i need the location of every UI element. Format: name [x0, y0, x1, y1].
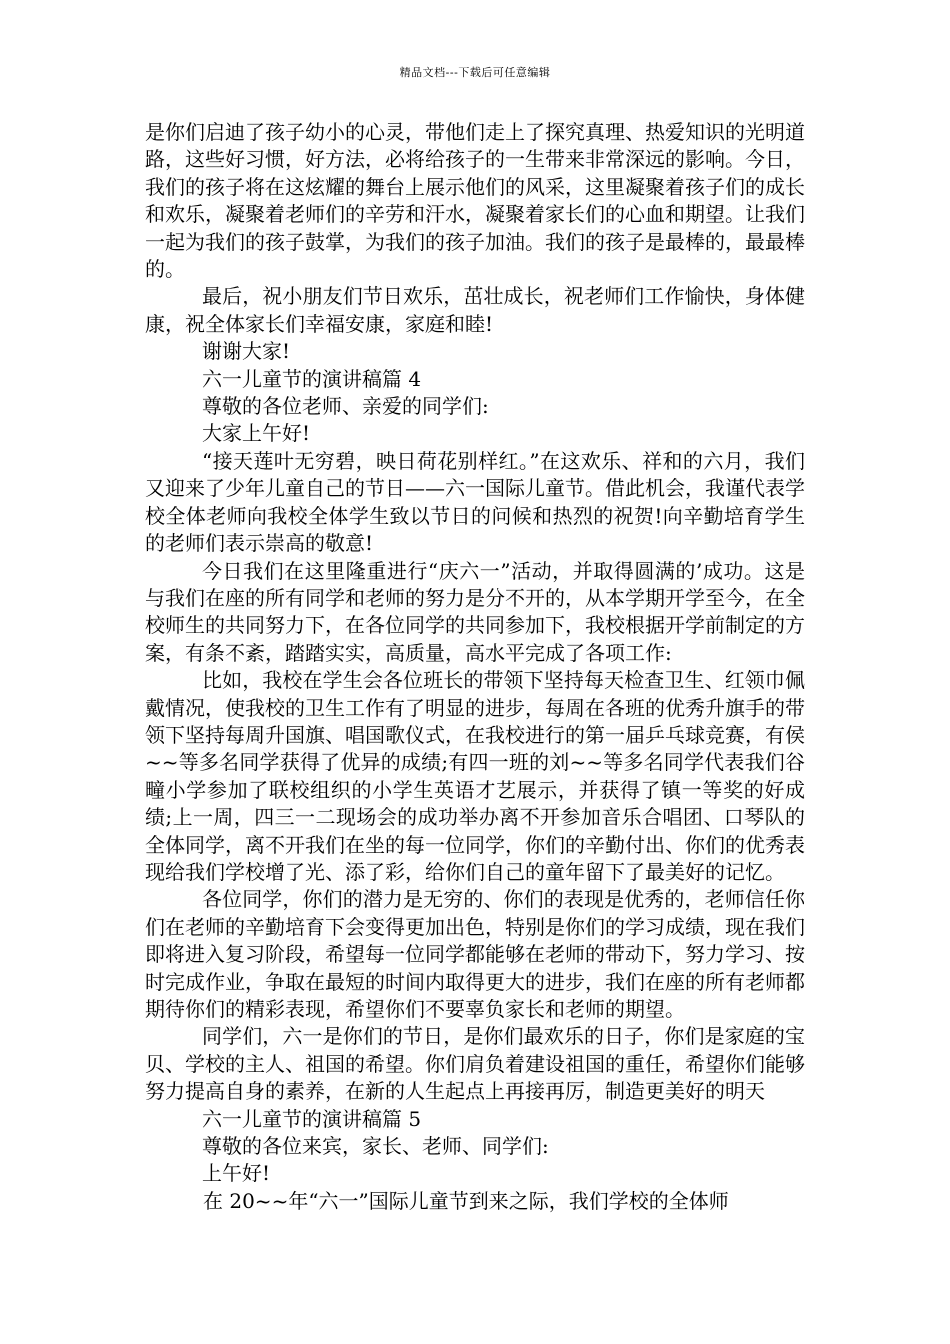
- greeting: 上午好!: [202, 1161, 271, 1186]
- paragraph: 最后，祝小朋友们节日欢乐，茁壮成长，祝老师们工作愉快，身体健康，祝全体家长们幸福安康，家庭和睦!: [145, 284, 805, 336]
- paragraph: 各位同学，你们的潜力是无穷的、你们的表现是优秀的，老师信任你们在老师的辛勤培育下会变得更加出色，特别是你们的学习成绩，现在我们即将进入复习阶段，希望每一位同学都能够在老师的带动下，努力学习、按时完成作业，争取在最短的时间内取得更大的进步，我们在座的所有老师都期待你们的精彩表现，希望你们不要辜负家长和老师的期望。: [145, 887, 805, 1021]
- paragraph: 比如，我校在学生会各位班长的带领下坚持每天检查卫生、红领巾佩戴情况，使我校的卫生工作有了明显的进步，每周在各班的优秀升旗手的带领下坚持每周升国旗、唱国歌仪式，在我校进行的第一届乒乓球竞赛，有侯~~等多名同学获得了优异的成绩;有四一班的刘~~等多名同学代表我们谷疃小学参加了联校组织的小学生英语才艺展示，并获得了镇一等奖的好成绩;上一周，四三一二现场会的成功举办离不开参加音乐合唱团、口琴队的全体同学，离不开我们在坐的每一位同学，你们的辛勤付出、你们的优秀表现给我们学校增了光、添了彩，给你们自己的童年留下了最美好的记忆。: [145, 668, 805, 884]
- section-heading: 六一儿童节的演讲稿篇 4: [202, 366, 422, 391]
- salutation: 尊敬的各位来宾，家长、老师、同学们:: [202, 1134, 549, 1159]
- paragraph: “接天莲叶无穷碧，映日荷花别样红。”在这欢乐、祥和的六月，我们又迎来了少年儿童自己的节日——六一国际儿童节。借此机会，我谨代表学校全体老师向我校全体学生致以节日的问候和热烈的祝贺!向辛勤培育学生的老师们表示崇高的敬意!: [145, 448, 805, 556]
- greeting: 大家上午好!: [202, 421, 311, 446]
- document-body: [145, 119, 805, 1215]
- section-heading: 六一儿童节的演讲稿篇 5: [202, 1106, 422, 1131]
- salutation: 尊敬的各位老师、亲爱的同学们:: [202, 394, 489, 419]
- paragraph: 今日我们在这里隆重进行“庆六一”活动，并取得圆满的’成功。这是与我们在座的所有同学和老师的努力是分不开的，从本学期开学至今，在全校师生的共同努力下，在各位同学的共同参加下，我校根据开学前制定的方案，有条不紊，踏踏实实，高质量，高水平完成了各项工作:: [145, 558, 805, 665]
- paragraph: 同学们，六一是你们的节日，是你们最欢乐的日子，你们是家庭的宝贝、学校的主人、祖国的希望。你们肩负着建设祖国的重任，希望你们能够努力提高自身的素养，在新的人生起点上再接再厉，制造更美好的明天: [145, 1024, 805, 1104]
- page-header: 精品文档---下载后可任意编辑: [399, 66, 551, 79]
- paragraph: 在 20~~年“六一”国际儿童节到来之际，我们学校的全体师: [203, 1188, 729, 1213]
- paragraph: 谢谢大家!: [202, 339, 291, 364]
- paragraph: 是你们启迪了孩子幼小的心灵，带他们走上了探究真理、热爱知识的光明道路，这些好习惯，好方法，必将给孩子的一生带来非常深远的影响。今日，我们的孩子将在这炫耀的舞台上展示他们的风采，这里凝聚着孩子们的成长和欢乐，凝聚着老师们的辛劳和汗水，凝聚着家长们的心血和期望。让我们一起为我们的孩子鼓掌，为我们的孩子加油。我们的孩子是最棒的，最最棒的。: [145, 120, 805, 282]
